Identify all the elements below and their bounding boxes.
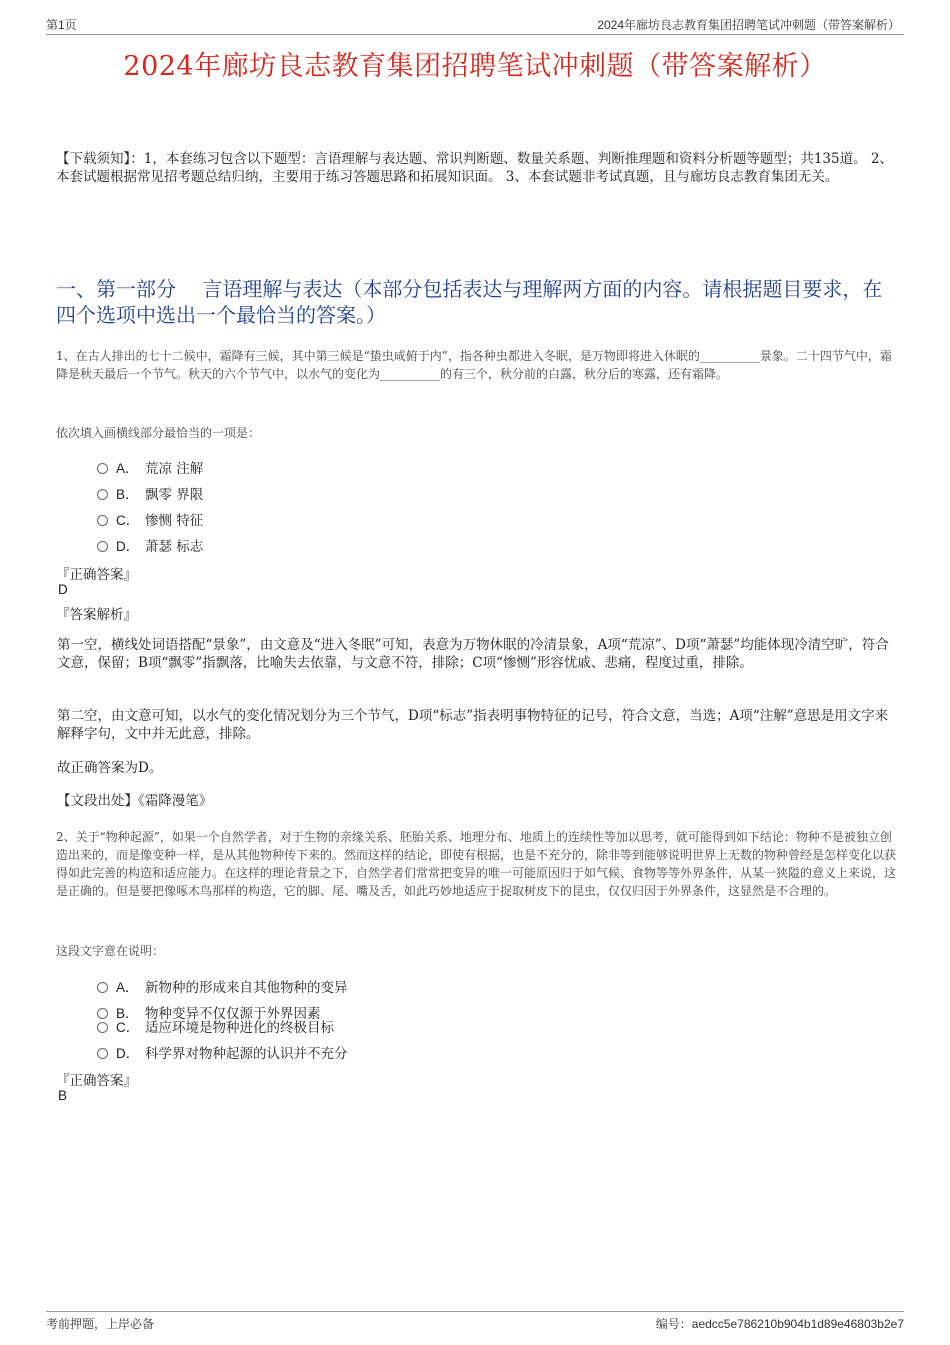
question-1-option-a[interactable]: A． 荒凉 注解 [97, 457, 203, 477]
header-doc-title: 2024年廊坊良志教育集团招聘笔试冲刺题（带答案解析） [597, 18, 900, 32]
question-1-prompt: 依次填入画横线部分最恰当的一项是： [56, 426, 261, 440]
footer-slogan: 考前押题，上岸必备 [46, 1317, 155, 1331]
question-2-answer-label: 『正确答案』 [56, 1073, 137, 1089]
footer-code: 编号：aedcc5e786210b904b1d89e46803b2e7 [655, 1317, 904, 1331]
radio-icon[interactable] [97, 982, 108, 993]
analysis-paragraph: 第一空，横线处词语搭配“景象”，由文意及“进入冬眠”可知，表意为万物休眠的冷清景象，A项“荒凉”、D项“萧瑟”均能体现冷清空旷，符合文意，保留；B项“飘零”指飘落，比喻失去依靠，与文意不符，排除；C项“惨恻”形容忧戚、悲痛，程度过重，排除。 [57, 637, 889, 671]
radio-icon[interactable] [97, 489, 108, 500]
question-1-source: 【文段出处】《霜降漫笔》 [57, 793, 213, 809]
question-2-option-b[interactable]: B． 物种变异不仅仅源于外界因素 [97, 1002, 321, 1022]
question-2-text: 2、关于“物种起源”，如果一个自然学者，对于生物的亲缘关系、胚胎关系、地理分布、地质上的连续性等加以思考，就可能得到如下结论：物种不是被独立创造出来的，而是像变种一样，是从其他物种传下来的。然而这样的结论，即使有根据，也是不充分的，除非等到能够说明世界上无数的物种曾经是怎样变化以获得如此完善的构造和适应能力。在这样的理论背景之下，自然学者们常常把变异的唯一可能原因归于如气候、食物等等外界条件，从某一狭隘的意义上来说，这是正确的。但是要把像啄木鸟那样的构造，它的脚、尾、嘴及舌，如此巧妙地适应于捉取树皮下的昆虫，仅仅归因于外界条件，这显然是不合理的。 [56, 830, 897, 898]
radio-icon[interactable] [97, 463, 108, 474]
question-1-answer: D [58, 582, 68, 597]
blank-2: __________ [380, 367, 441, 381]
page-number: 第1页 [46, 18, 77, 32]
radio-icon[interactable] [97, 541, 108, 552]
page-header [46, 14, 904, 35]
radio-icon[interactable] [97, 1048, 108, 1059]
question-1-option-c[interactable]: C． 惨恻 特征 [97, 509, 203, 529]
radio-icon[interactable] [97, 515, 108, 526]
section-heading: 一、第一部分 言语理解与表达（本部分包括表达与理解两方面的内容。请根据题目要求，在四个选项中选出一个最恰当的答案。） [56, 277, 883, 327]
analysis-conclusion: 故正确答案为D。 [57, 760, 163, 776]
document-title: 2024年廊坊良志教育集团招聘笔试冲刺题（带答案解析） [123, 51, 827, 82]
question-2-option-a[interactable]: A． 新物种的形成来自其他物种的变异 [97, 976, 348, 996]
radio-icon[interactable] [97, 1022, 108, 1033]
question-1-answer-label: 『正确答案』 [56, 567, 137, 583]
question-1-text: 1、在古人排出的七十二候中，霜降有三候，其中第三候是“蛰虫咸俯于内”，指各种虫都进入冬眠，是万物即将进入休眠的__________景象。二十四节气中，霜降是秋天最后一个节气。秋天的六个节气中，以水气的变化为__________的有三个，秋分前的白露，秋分后的寒露，还有霜降。 [56, 349, 892, 381]
question-1-analysis-label: 『答案解析』 [56, 607, 137, 623]
analysis-paragraph: 第二空，由文意可知，以水气的变化情况划分为三个节气，D项“标志”指表明事物特征的记号，符合文意，当选；A项“注解”意思是用文字来解释字句，文中并无此意，排除。 [57, 708, 889, 742]
question-2-option-c[interactable]: C． 适应环境是物种进化的终极目标 [97, 1016, 334, 1036]
blank-1: __________ [699, 349, 760, 363]
question-1-option-b[interactable]: B． 飘零 界限 [97, 483, 203, 503]
page-footer [46, 1311, 904, 1332]
download-notice: 【下载须知】：1，本套练习包含以下题型：言语理解与表达题、常识判断题、数量关系题、判断推理题和资料分析题等题型；共135道。 2、本套试题根据常见招考题总结归纳，主要用于练习答题思路和拓展知识面。 3、本套试题非考试真题，且与廊坊良志教育集团无关。 [56, 151, 893, 185]
question-2-prompt: 这段文字意在说明： [56, 944, 165, 958]
question-1-option-d[interactable]: D． 萧瑟 标志 [97, 535, 203, 555]
question-2-option-d[interactable]: D． 科学界对物种起源的认识并不充分 [97, 1042, 348, 1062]
question-2-answer: B [58, 1088, 68, 1103]
